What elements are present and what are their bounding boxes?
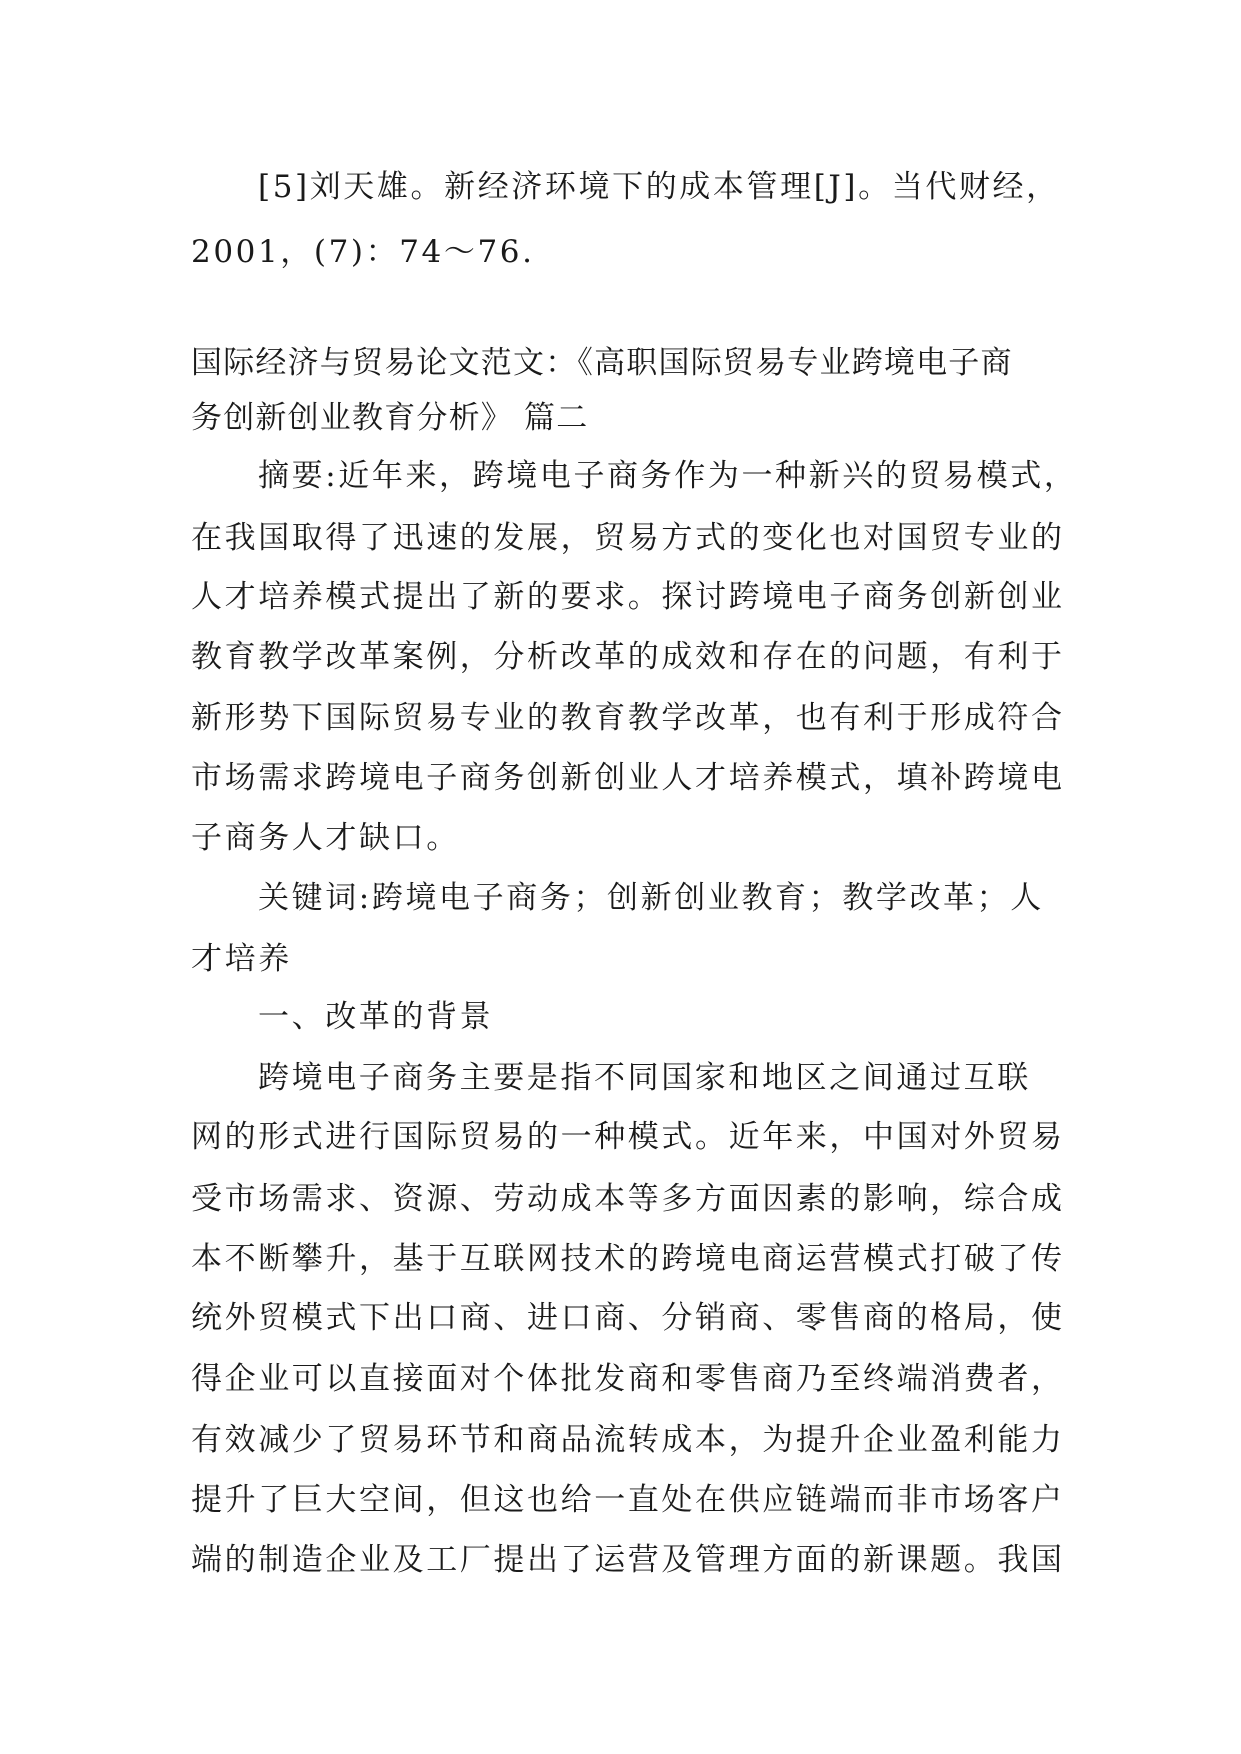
section-line-7: 有效减少了贸易环节和商品流转成本，为提升企业盈利能力 — [191, 1422, 1065, 1458]
section-line-4: 本不断攀升，基于互联网技术的跨境电商运营模式打破了传 — [191, 1241, 1065, 1277]
abstract-line-2: 在我国取得了迅速的发展，贸易方式的变化也对国贸专业的 — [191, 520, 1065, 556]
abstract-line-7: 子商务人才缺口。 — [191, 820, 460, 856]
abstract-line-6: 市场需求跨境电子商务创新创业人才培养模式，填补跨境电 — [191, 760, 1065, 796]
section-line-8: 提升了巨大空间，但这也给一直处在供应链端而非市场客户 — [191, 1482, 1065, 1518]
reference-line-1: [5]刘天雄。新经济环境下的成本管理[J]。当代财经， — [258, 169, 1060, 205]
abstract-line-1: 摘要:近年来，跨境电子商务作为一种新兴的贸易模式， — [258, 458, 1078, 494]
section-title: 一、改革的背景 — [258, 999, 494, 1035]
article-heading-line-2: 务创新创业教育分析》 篇二 — [191, 400, 589, 436]
section-line-2: 网的形式进行国际贸易的一种模式。近年来，中国对外贸易 — [191, 1119, 1065, 1155]
abstract-line-3: 人才培养模式提出了新的要求。探讨跨境电子商务创新创业 — [191, 579, 1065, 615]
abstract-line-4: 教育教学改革案例，分析改革的成效和存在的问题，有利于 — [191, 639, 1065, 675]
section-line-9: 端的制造企业及工厂提出了运营及管理方面的新课题。我国 — [191, 1542, 1065, 1578]
abstract-line-5: 新形势下国际贸易专业的教育教学改革，也有利于形成符合 — [191, 700, 1065, 736]
section-line-3: 受市场需求、资源、劳动成本等多方面因素的影响，综合成 — [191, 1181, 1065, 1217]
keywords-line-2: 才培养 — [191, 941, 292, 977]
reference-line-2: 2001，(7)：74～76. — [191, 234, 535, 270]
section-line-1: 跨境电子商务主要是指不同国家和地区之间通过互联 — [258, 1060, 1031, 1096]
article-heading-line-1: 国际经济与贸易论文范文：《高职国际贸易专业跨境电子商 — [191, 345, 1013, 381]
keywords-line-1: 关键词:跨境电子商务；创新创业教育；教学改革；人 — [258, 880, 1044, 916]
section-line-6: 得企业可以直接面对个体批发商和零售商乃至终端消费者， — [191, 1361, 1065, 1397]
section-line-5: 统外贸模式下出口商、进口商、分销商、零售商的格局，使 — [191, 1300, 1065, 1336]
